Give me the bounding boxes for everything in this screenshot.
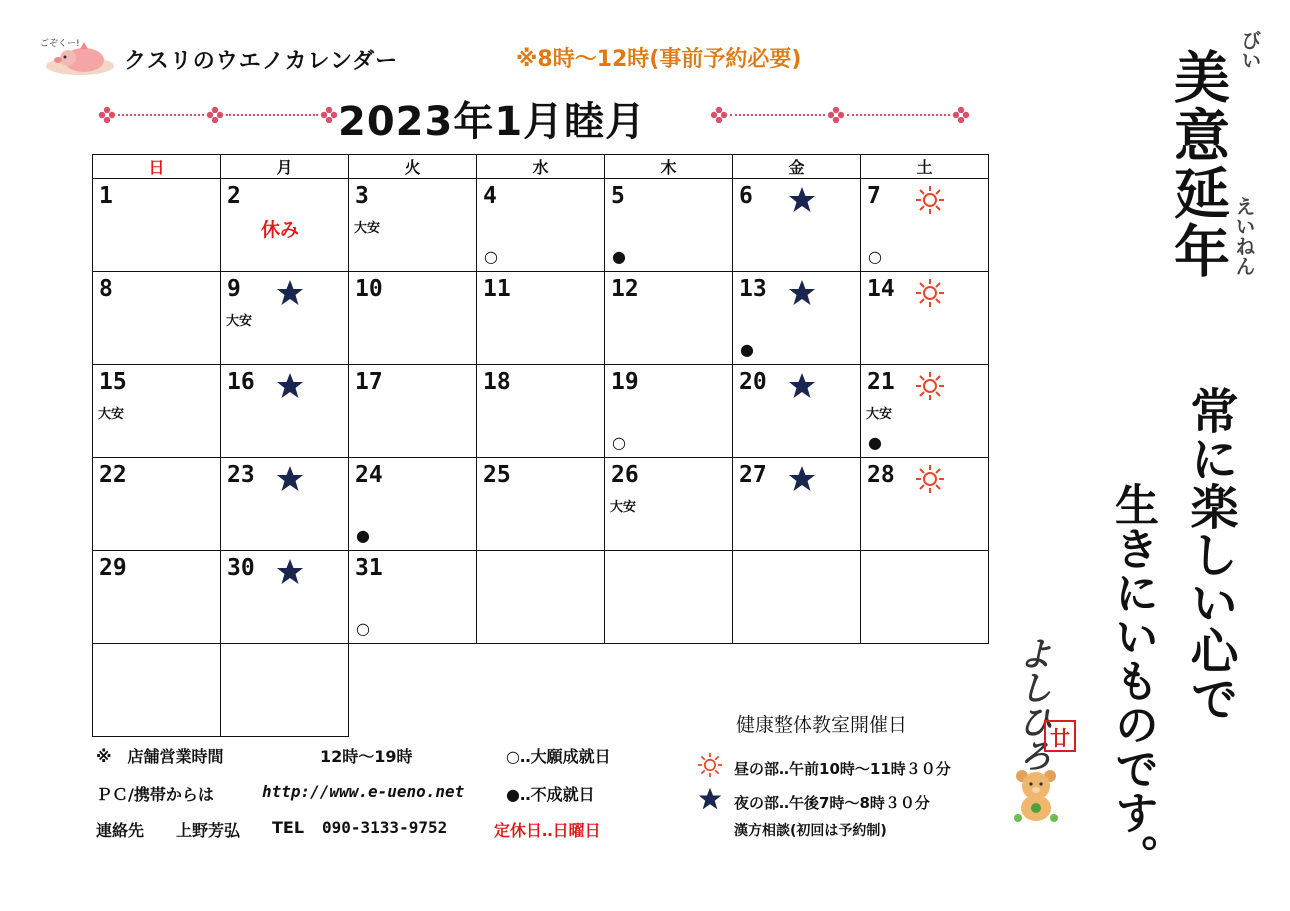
night-session-text: 夜の部‥午後7時～8時３０分: [734, 794, 930, 812]
flower-divider-left: [98, 104, 338, 128]
star-icon: [787, 464, 817, 494]
calligraphy-line2: 常に楽しい心で: [1182, 386, 1238, 722]
rokuyo-taian-label: 大安: [98, 407, 125, 422]
calendar-day-cell: [221, 272, 349, 365]
store-hours-value: 12時～19時: [320, 747, 413, 766]
contact-label: 連絡先: [96, 821, 145, 840]
flower-icon: [206, 106, 224, 124]
calendar-week-row: [93, 365, 989, 458]
day-number: 12: [611, 276, 639, 302]
day-number: 27: [739, 462, 767, 488]
day-number: 26: [611, 462, 639, 488]
month-title: 2023年1月睦月: [338, 99, 647, 145]
day-number: 20: [739, 369, 767, 395]
calligraphy-line3: 生きにいものです。: [1107, 482, 1158, 878]
calligraphy-signature: よしひろ: [1012, 636, 1052, 772]
day-number: 18: [483, 369, 511, 395]
calendar-week-row: [93, 551, 989, 644]
contact-name: 上野芳弘: [176, 821, 241, 840]
tel-number[interactable]: 090-3133-9752: [322, 818, 448, 837]
calendar-day-cell: [861, 272, 989, 365]
calendar-day-cell: [93, 644, 221, 737]
calendar-day-cell: [605, 179, 733, 272]
pc-mobile-label: ＰＣ/携帯からは: [96, 785, 214, 804]
flower-icon: [98, 106, 116, 124]
holiday-label: 休み: [261, 219, 300, 241]
calendar-day-cell: [221, 644, 349, 737]
rokuyo-taian-label: 大安: [226, 314, 253, 329]
star-icon: [275, 557, 305, 587]
calendar-week-row: [93, 458, 989, 551]
calligraphy-ruby-einen: えいねん: [1232, 196, 1256, 276]
day-number: 3: [355, 183, 369, 209]
day-session-text: 昼の部‥午前10時～11時３０分: [734, 760, 951, 778]
calendar-day-cell: [477, 365, 605, 458]
calendar-day-cell: [861, 458, 989, 551]
weekday-header: 火: [349, 155, 477, 179]
flower-icon: [827, 106, 845, 124]
calendar-day-cell: [733, 365, 861, 458]
calendar-day-cell: [349, 458, 477, 551]
day-number: 13: [739, 276, 767, 302]
calendar-day-cell: [605, 458, 733, 551]
weekday-header: 月: [221, 155, 349, 179]
sun-icon: [915, 278, 945, 308]
day-number: 25: [483, 462, 511, 488]
rokuyo-taian-label: 大安: [354, 221, 381, 236]
day-number: 31: [355, 555, 383, 581]
day-number: 16: [227, 369, 255, 395]
calendar-day-cell: [93, 179, 221, 272]
calendar-title: クスリのウエノカレンダー: [124, 49, 399, 74]
weekday-header: 木: [605, 155, 733, 179]
star-icon: [787, 371, 817, 401]
calendar-day-cell: [349, 272, 477, 365]
store-hours-label: ※ 店舗営業時間: [96, 747, 224, 766]
weekday-header: 水: [477, 155, 605, 179]
day-number: 2: [227, 183, 241, 209]
day-number: 17: [355, 369, 383, 395]
closed-day-note: 定休日‥日曜日: [494, 821, 601, 840]
calendar-day-cell: [733, 272, 861, 365]
weekday-header: 土: [861, 155, 989, 179]
calendar-day-cell: [733, 179, 861, 272]
calendar-day-cell: [477, 458, 605, 551]
calendar-day-cell: [221, 365, 349, 458]
bear-clover-icon: [1010, 766, 1062, 824]
calendar-day-cell: [93, 365, 221, 458]
day-number: 8: [99, 276, 113, 302]
tel-label: TEL: [272, 818, 305, 837]
fujoju-dot-icon: ●: [612, 247, 626, 266]
day-number: 1: [99, 183, 113, 209]
calligraphy-ruby-bii: びい: [1238, 30, 1262, 70]
taigan-circle-icon: ○: [484, 247, 498, 266]
calendar-week-row: [93, 272, 989, 365]
taigan-circle-icon: ○: [612, 433, 626, 452]
calendar-day-cell: [477, 179, 605, 272]
day-number: 22: [99, 462, 127, 488]
weekday-header-row: [93, 155, 989, 179]
star-icon: [787, 278, 817, 308]
day-number: 5: [611, 183, 625, 209]
taigan-circle-icon: ○: [868, 247, 882, 266]
fujoju-dot-icon: ●: [740, 340, 754, 359]
rokuyo-taian-label: 大安: [610, 500, 637, 515]
calendar-day-cell: [605, 365, 733, 458]
dotted-line: [118, 114, 204, 116]
dotted-line: [847, 114, 950, 116]
calendar-day-cell: [605, 551, 733, 644]
taigan-circle-icon: ○: [356, 619, 370, 638]
calendar-day-cell: [349, 551, 477, 644]
day-number: 15: [99, 369, 127, 395]
calendar-day-cell: [861, 179, 989, 272]
dotted-line: [730, 114, 825, 116]
calendar-day-cell: [221, 179, 349, 272]
calendar-day-cell: [861, 365, 989, 458]
calendar-day-cell: [93, 458, 221, 551]
day-number: 9: [227, 276, 241, 302]
website-link[interactable]: http://www.e-ueno.net: [262, 782, 465, 801]
day-number: 4: [483, 183, 497, 209]
calendar-day-cell: [477, 272, 605, 365]
calligraphy-biienen: 美意延年: [1165, 48, 1231, 280]
calendar-day-cell: [221, 458, 349, 551]
weekday-header: 金: [733, 155, 861, 179]
sun-icon: [915, 371, 945, 401]
legend-taigan: ○‥大願成就日: [506, 747, 611, 766]
calendar-day-cell: [477, 551, 605, 644]
star-icon: [697, 786, 723, 812]
flower-icon: [320, 106, 338, 124]
day-number: 14: [867, 276, 895, 302]
sun-icon: [915, 464, 945, 494]
logo-caption: ごぞくー!: [40, 39, 80, 49]
calendar-day-cell: [605, 272, 733, 365]
calendar-day-cell: [93, 272, 221, 365]
calendar-day-cell: [349, 179, 477, 272]
day-number: 28: [867, 462, 895, 488]
calendar-body: [93, 179, 989, 737]
calendar-day-cell: [93, 551, 221, 644]
classes-title: 健康整体教室開催日: [736, 714, 908, 736]
day-number: 19: [611, 369, 639, 395]
rokuyo-taian-label: 大安: [866, 407, 893, 422]
legend-fujoju: ●‥不成就日: [506, 785, 595, 804]
day-number: 29: [99, 555, 127, 581]
day-number: 24: [355, 462, 383, 488]
day-number: 10: [355, 276, 383, 302]
weekday-header: 日: [93, 155, 221, 179]
star-icon: [787, 185, 817, 215]
red-seal-stamp: 廿: [1044, 720, 1076, 752]
morning-hours-note: ※8時～12時(事前予約必要): [516, 47, 802, 72]
star-icon: [275, 278, 305, 308]
sun-icon: [697, 752, 723, 778]
calendar-day-cell: [733, 551, 861, 644]
flower-divider-right: [710, 104, 970, 128]
star-icon: [275, 371, 305, 401]
day-number: 30: [227, 555, 255, 581]
calendar-day-cell: [349, 365, 477, 458]
calendar-day-cell: [733, 458, 861, 551]
dotted-line: [226, 114, 318, 116]
fujoju-dot-icon: ●: [356, 526, 370, 545]
calendar-day-cell: [861, 551, 989, 644]
fujoju-dot-icon: ●: [868, 433, 882, 452]
day-number: 23: [227, 462, 255, 488]
calendar-day-cell: [221, 551, 349, 644]
flower-icon: [952, 106, 970, 124]
calendar-week-row: [93, 179, 989, 272]
star-icon: [275, 464, 305, 494]
day-number: 7: [867, 183, 881, 209]
flower-icon: [710, 106, 728, 124]
day-number: 21: [867, 369, 895, 395]
kampo-consult-text: 漢方相談(初回は予約制): [734, 823, 887, 839]
calendar-grid: [92, 154, 989, 737]
day-number: 6: [739, 183, 753, 209]
day-number: 11: [483, 276, 511, 302]
sun-icon: [915, 185, 945, 215]
